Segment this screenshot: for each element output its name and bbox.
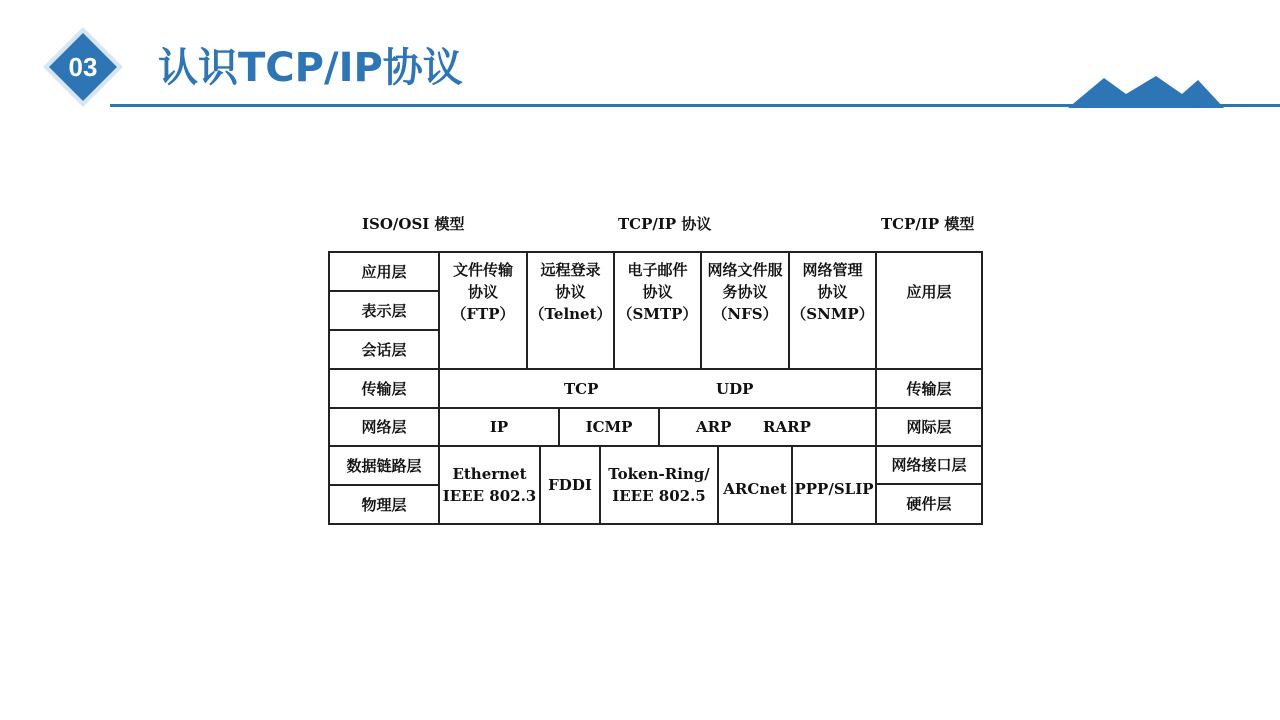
tcpip-layer-application: 应用层 [877, 253, 981, 370]
osi-layer-physical: 物理层 [330, 486, 440, 523]
protocol-ppp-slip: PPP/SLIP [793, 447, 877, 523]
protocol-smtp: 电子邮件 协议 （SMTP） [615, 253, 702, 370]
protocol-ftp: 文件传输 协议 （FTP） [440, 253, 528, 370]
protocol-arcnet: ARCnet [719, 447, 793, 523]
page-title: 认识TCP/IP协议 [158, 45, 463, 91]
protocol-tcp: TCP [564, 379, 599, 398]
tcpip-layer-internet: 网际层 [877, 409, 981, 447]
arp-rarp-cell [660, 409, 877, 447]
protocol-rarp: RARP [763, 418, 811, 436]
protocol-ethernet: Ethernet IEEE 802.3 [440, 447, 541, 523]
protocol-token-ring: Token-Ring/ IEEE 802.5 [601, 447, 719, 523]
tcpip-layer-transport: 传输层 [877, 370, 981, 409]
tcpip-model-header: TCP/IP 模型 [881, 215, 975, 233]
osi-layer-application: 应用层 [330, 253, 440, 292]
mountain-decoration-icon [1064, 74, 1224, 108]
protocol-snmp: 网络管理 协议 （SNMP） [790, 253, 877, 370]
osi-layer-session: 会话层 [330, 331, 440, 370]
tcpip-protocols-header: TCP/IP 协议 [618, 215, 712, 233]
tcpip-layer-hardware: 硬件层 [906, 495, 952, 513]
protocol-icmp: ICMP [560, 409, 660, 447]
protocol-ip: IP [440, 409, 560, 447]
protocol-telnet: 远程登录 协议 （Telnet） [528, 253, 615, 370]
protocol-grid [328, 251, 983, 525]
section-number: 03 [68, 51, 98, 82]
osi-layer-datalink: 数据链路层 [330, 447, 440, 486]
protocol-fddi: FDDI [541, 447, 601, 523]
osi-layer-network: 网络层 [330, 409, 440, 447]
transport-protocols-row [440, 370, 877, 409]
protocol-udp: UDP [716, 379, 754, 398]
tcpip-layer-network-interface: 网络接口层 [877, 447, 981, 485]
osi-model-header: ISO/OSI 模型 [362, 215, 465, 233]
osi-layer-transport: 传输层 [330, 370, 440, 409]
section-badge [42, 26, 124, 108]
protocol-nfs: 网络文件服 务协议 （NFS） [702, 253, 790, 370]
tcpip-model-diagram [320, 205, 992, 535]
protocol-arp: ARP [696, 418, 732, 436]
osi-layer-presentation: 表示层 [330, 292, 440, 331]
